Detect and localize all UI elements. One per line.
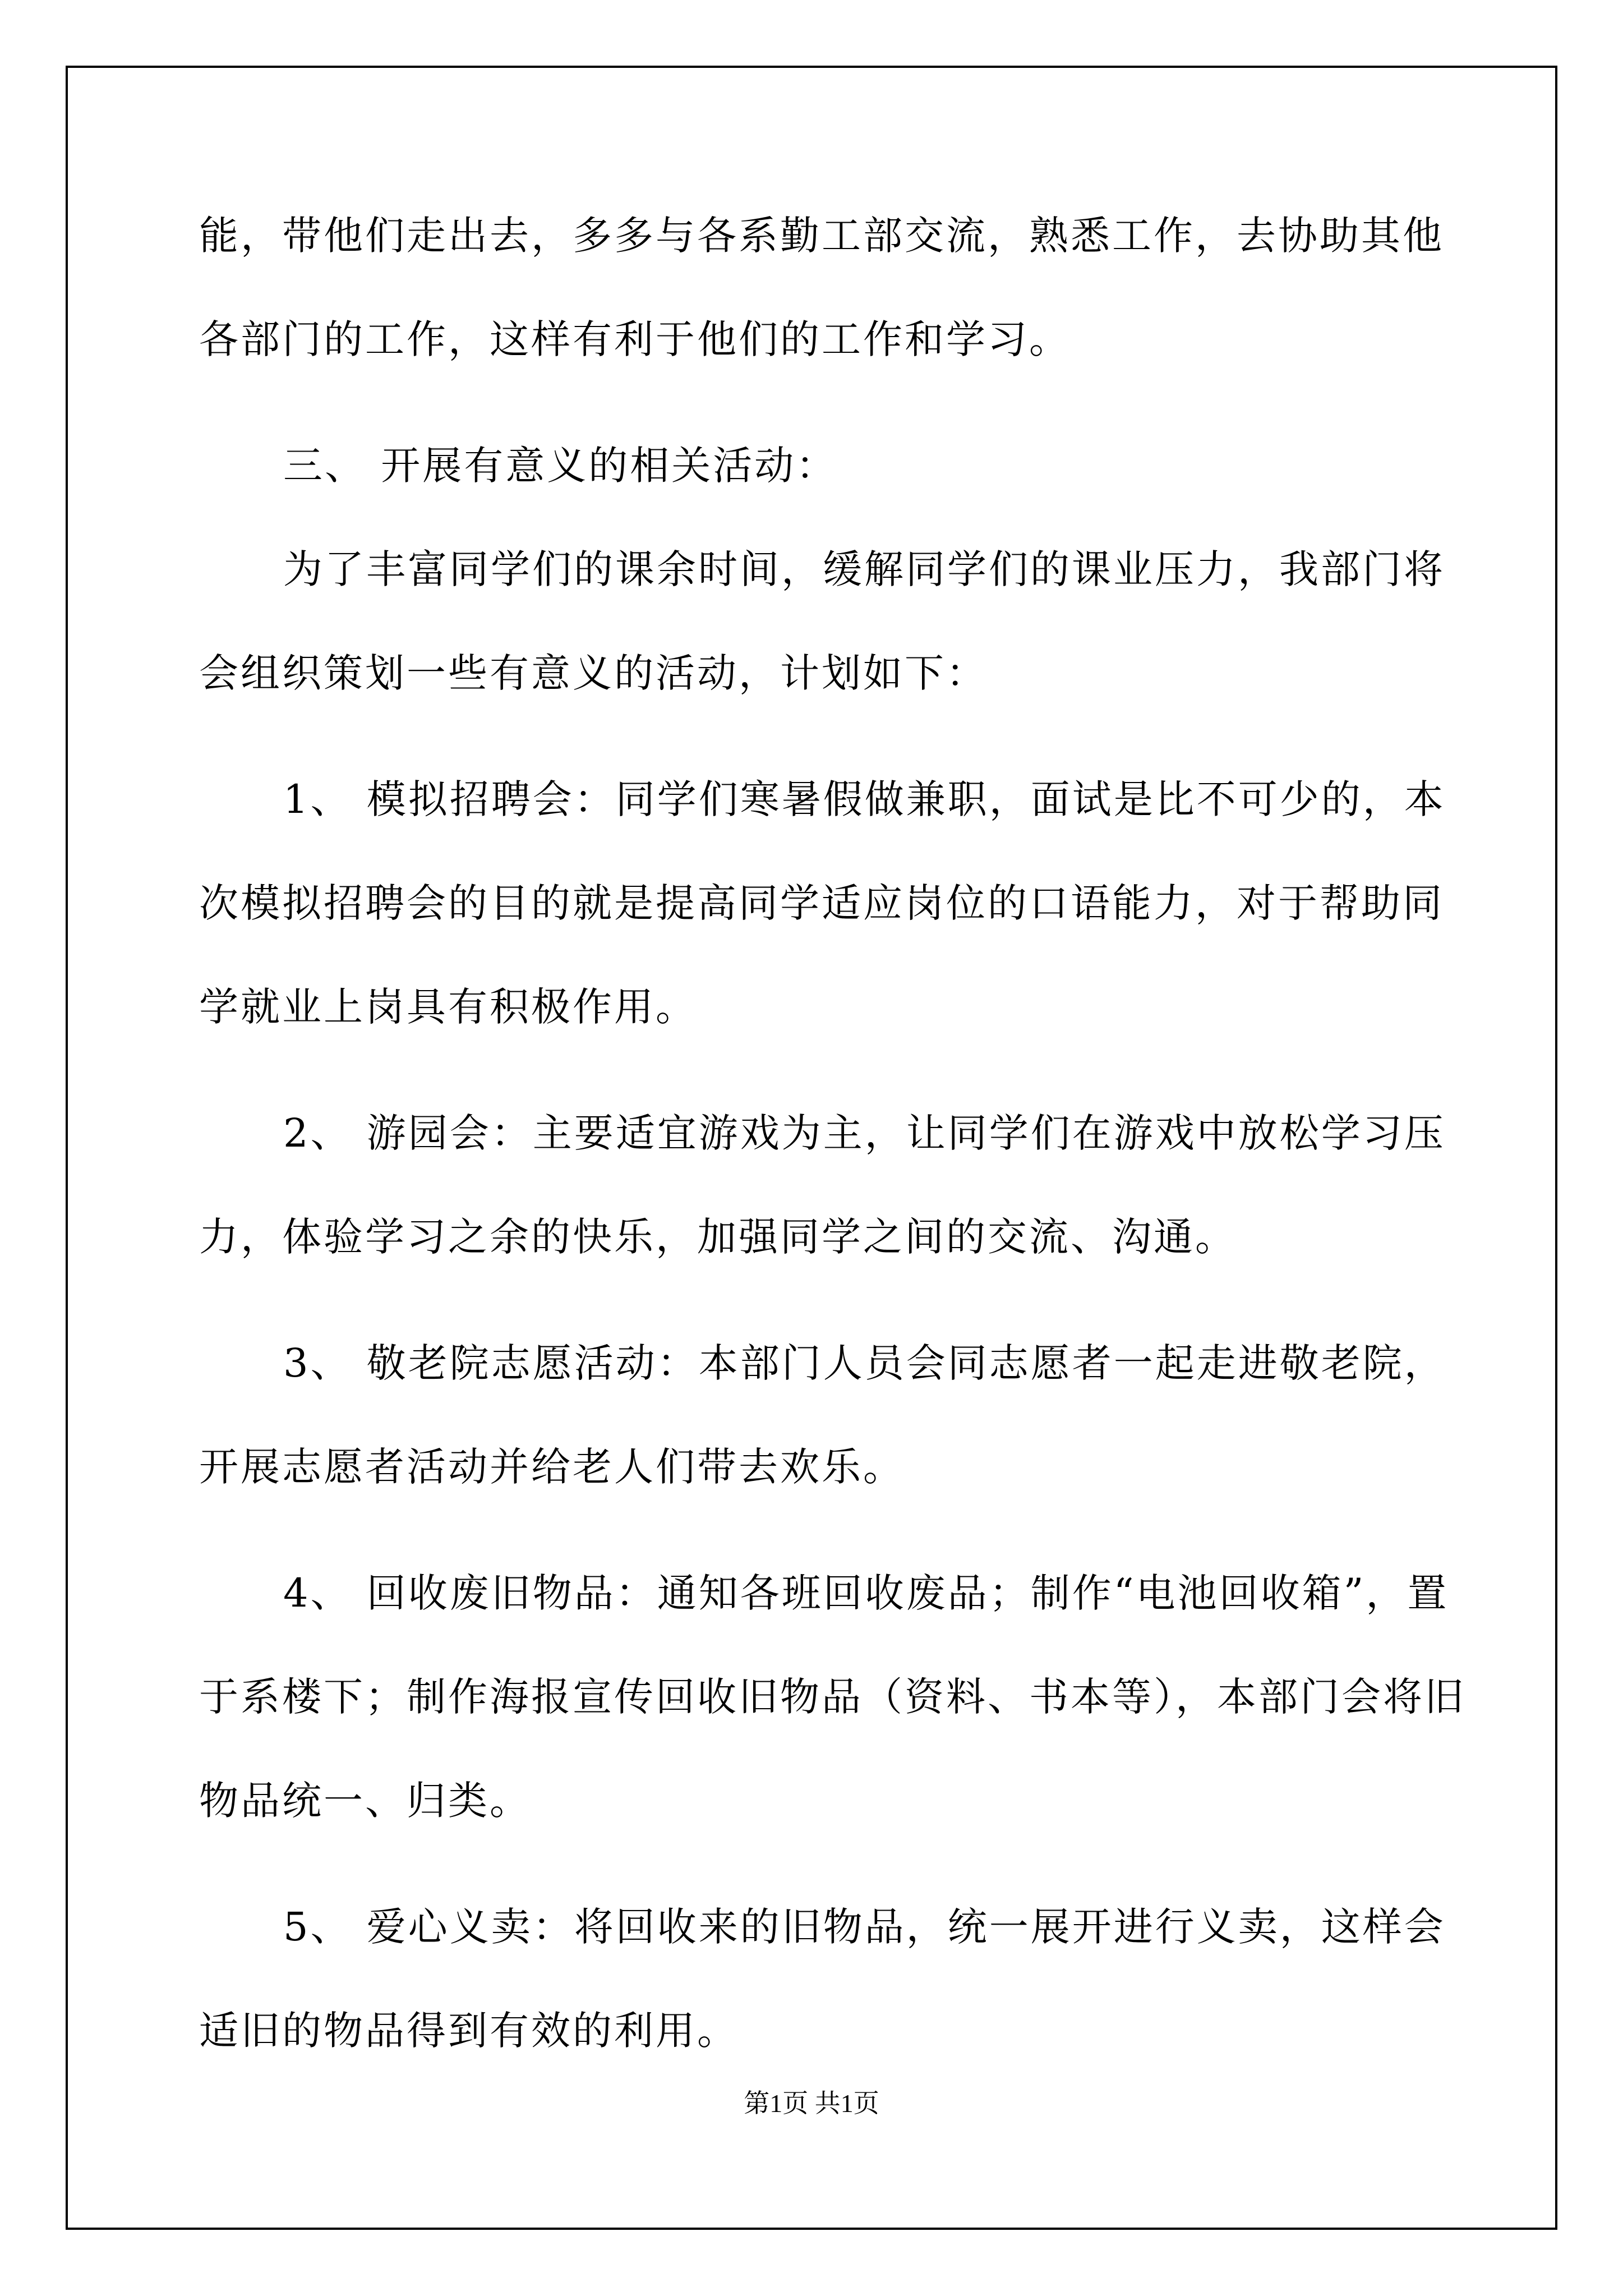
list-item: 5、 爱心义卖：将回收来的旧物品，统一展开进行义卖，这样会 (283, 1904, 1446, 1950)
page-number-footer: 第1页 共1页 (744, 2089, 879, 2118)
list-item: 4、 回收废旧物品：通知各班回收废品；制作“电池回收箱”，置 (283, 1570, 1449, 1616)
text-line: 为了丰富同学们的课余时间，缓解同学们的课业压力，我部门将 (283, 546, 1445, 592)
section-heading: 三、 开展有意义的相关活动： (283, 443, 838, 489)
text-line: 各部门的工作，这样有利于他们的工作和学习。 (199, 316, 1071, 362)
list-item: 3、 敬老院志愿活动：本部门人员会同志愿者一起走进敬老院， (283, 1340, 1446, 1386)
text-line: 能，带他们走出去，多多与各系勤工部交流，熟悉工作，去协助其他 (199, 213, 1444, 259)
text-line: 物品统一、归类。 (199, 1778, 531, 1824)
text-line: 学就业上岗具有积极作用。 (199, 984, 697, 1030)
text-line: 开展志愿者活动并给老人们带去欢乐。 (199, 1444, 905, 1490)
list-item: 2、 游园会：主要适宜游戏为主，让同学们在游戏中放松学习压 (283, 1110, 1446, 1156)
text-line: 力，体验学习之余的快乐，加强同学之间的交流、沟通。 (199, 1214, 1237, 1260)
text-line: 适旧的物品得到有效的利用。 (199, 2008, 739, 2054)
text-line: 次模拟招聘会的目的就是提高同学适应岗位的口语能力，对于帮助同 (199, 880, 1444, 926)
text-line: 于系楼下；制作海报宣传回收旧物品（资料、书本等），本部门会将旧 (199, 1674, 1466, 1720)
list-item: 1、 模拟招聘会：同学们寒暑假做兼职，面试是比不可少的，本 (283, 776, 1446, 822)
text-line: 会组织策划一些有意义的活动，计划如下： (199, 650, 988, 696)
